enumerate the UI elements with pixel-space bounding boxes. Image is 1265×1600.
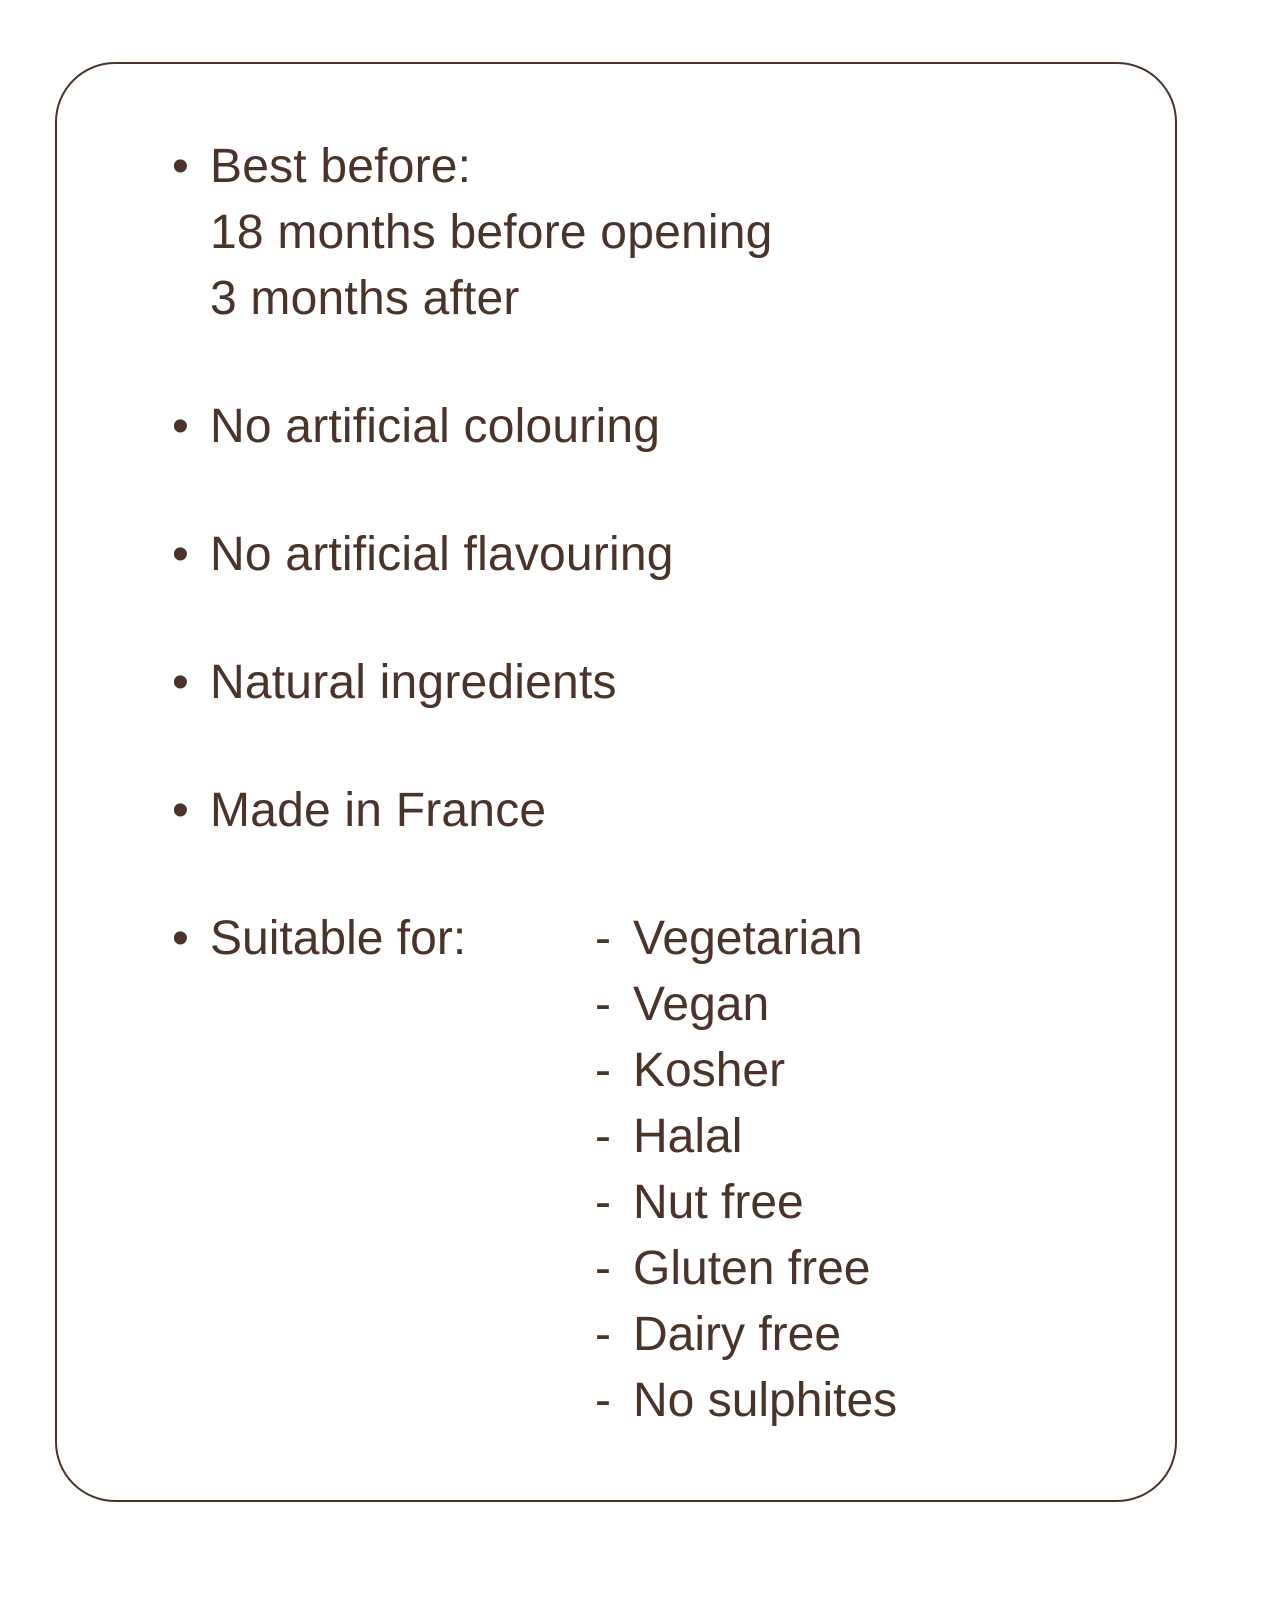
dash-icon: -: [595, 978, 611, 1031]
list-item: [595, 1302, 897, 1368]
list-item: [595, 972, 897, 1038]
list-item: [595, 1368, 897, 1434]
bullet-item-natural-ingredients: [172, 650, 1135, 716]
natural-ingredients-text: Natural ingredients: [210, 656, 617, 709]
list-item-label: Nut free: [633, 1176, 804, 1229]
dash-icon: -: [595, 912, 611, 965]
bullet-point-icon: •: [172, 912, 189, 965]
best-before-line-1: Best before:: [210, 140, 472, 193]
dash-icon: -: [595, 1308, 611, 1361]
list-item-label: Dairy free: [633, 1308, 842, 1361]
dash-icon: -: [595, 1374, 611, 1427]
no-artificial-flavouring-text: No artificial flavouring: [210, 528, 674, 581]
bullet-item-suitable-for: [172, 906, 1135, 1434]
bullet-item-no-artificial-colouring: [172, 394, 1135, 460]
list-item: [595, 906, 897, 972]
bullet-point-icon: •: [172, 528, 189, 581]
list-item-label: Vegan: [633, 978, 770, 1031]
suitable-for-list: [595, 906, 897, 1434]
dash-icon: -: [595, 1044, 611, 1097]
bullet-item-made-in-france: [172, 778, 1135, 844]
list-item-label: No sulphites: [633, 1374, 898, 1427]
dash-icon: -: [595, 1176, 611, 1229]
list-item-label: Gluten free: [633, 1242, 871, 1295]
product-info-card: [55, 62, 1177, 1502]
bullet-item-best-before: [172, 134, 1135, 332]
bullet-item-no-artificial-flavouring: [172, 522, 1135, 588]
bullet-point-icon: •: [172, 656, 189, 709]
dash-icon: -: [595, 1242, 611, 1295]
list-item: [595, 1038, 897, 1104]
suitable-for-label: Suitable for:: [210, 912, 467, 965]
list-item-label: Halal: [633, 1110, 743, 1163]
best-before-line-3: 3 months after: [210, 272, 520, 325]
bullet-point-icon: •: [172, 784, 189, 837]
bullet-point-icon: •: [172, 400, 189, 453]
list-item: [595, 1104, 897, 1170]
made-in-france-text: Made in France: [210, 784, 547, 837]
list-item-label: Vegetarian: [633, 912, 863, 965]
best-before-line-2: 18 months before opening: [210, 206, 773, 259]
card-content: [172, 134, 1135, 1496]
best-before-text: [210, 134, 773, 332]
suitable-for-row: [210, 906, 897, 1434]
bullet-point-icon: •: [172, 140, 189, 193]
list-item: [595, 1170, 897, 1236]
dash-icon: -: [595, 1110, 611, 1163]
no-artificial-colouring-text: No artificial colouring: [210, 400, 661, 453]
list-item: [595, 1236, 897, 1302]
list-item-label: Kosher: [633, 1044, 786, 1097]
